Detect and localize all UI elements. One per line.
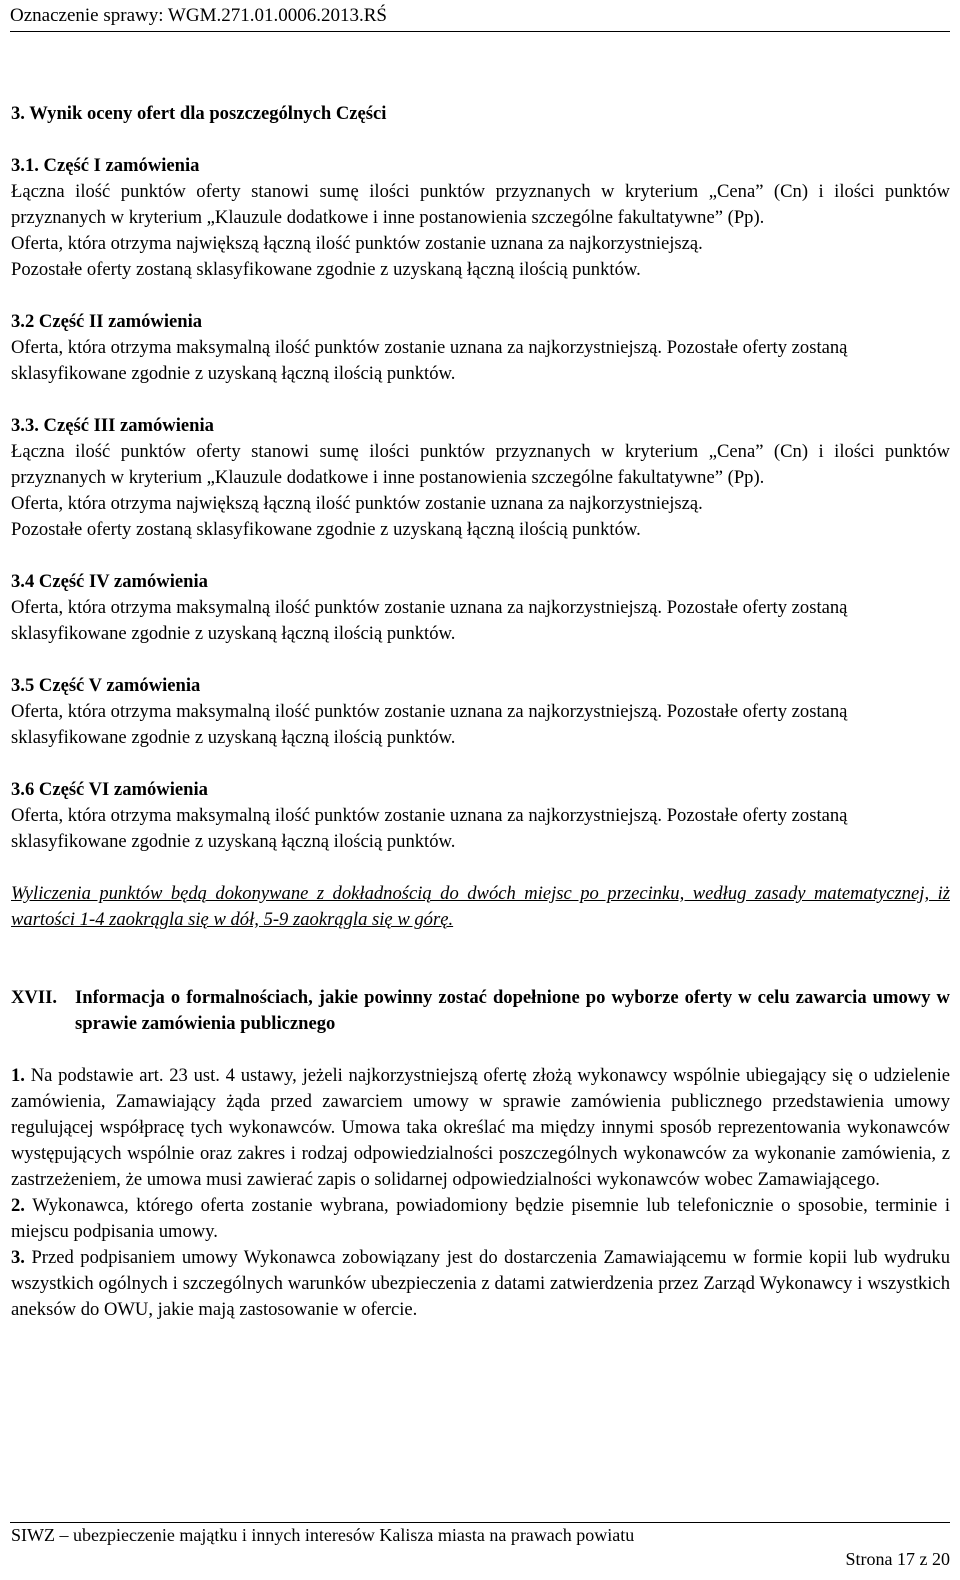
formality-item-1-number: 1. xyxy=(11,1065,25,1086)
part-6-paragraph: Oferta, która otrzyma maksymalną ilość punktów zostanie uznana za najkorzystniejszą. Pozostałe oferty zostaną sklasyfikowane zgodnie z uzyskaną łączną ilością punktów. xyxy=(11,805,848,852)
part-1-paragraph-3: Pozostałe oferty zostaną sklasyfikowane zgodnie z uzyskaną łączną ilością punktów. xyxy=(11,259,641,280)
formality-item-1 xyxy=(11,1063,950,1193)
part-3-paragraph-2: Oferta, która otrzyma największą łączną ilość punktów zostanie uznana za najkorzystniejszą. xyxy=(11,493,703,514)
formality-item-3 xyxy=(11,1245,950,1323)
section-title: 3. Wynik oceny ofert dla poszczególnych Części xyxy=(11,103,387,124)
section-xvii-title: Informacja o formalnościach, jakie powinny zostać dopełnione po wyborze oferty w celu zawarcia umowy w sprawie zamówienia publicznego xyxy=(75,987,950,1034)
part-1-paragraph-1: Łączna ilość punktów oferty stanowi sumę ilości punktów przyznanych w kryterium „Cena” (Cn) i ilości punktów przyznanych w kryterium „Klauzule dodatkowe i inne postanowienia szczególne fakultatywne” (Pp). xyxy=(11,181,950,228)
part-3-paragraph-1: Łączna ilość punktów oferty stanowi sumę ilości punktów przyznanych w kryterium „Cena” (Cn) i ilości punktów przyznanych w kryterium „Klauzule dodatkowe i inne postanowienia szczególne fakultatywne” (Pp). xyxy=(11,441,950,488)
page-number: Strona 17 z 20 xyxy=(845,1549,950,1569)
part-3-paragraph-3: Pozostałe oferty zostaną sklasyfikowane zgodnie z uzyskaną łączną ilością punktów. xyxy=(11,519,641,540)
part-5-heading: 3.5 Część V zamówienia xyxy=(11,675,201,696)
part-3-heading: 3.3. Część III zamówienia xyxy=(11,415,214,436)
formality-item-2 xyxy=(11,1193,950,1245)
part-2-paragraph: Oferta, która otrzyma maksymalną ilość punktów zostanie uznana za najkorzystniejszą. Pozostałe oferty zostaną sklasyfikowane zgodnie z uzyskaną łączną ilością punktów. xyxy=(11,337,848,384)
part-1-paragraph-2: Oferta, która otrzyma największą łączną ilość punktów zostanie uznana za najkorzystniejszą. xyxy=(11,233,703,254)
part-5-paragraph: Oferta, która otrzyma maksymalną ilość punktów zostanie uznana za najkorzystniejszą. Pozostałe oferty zostaną sklasyfikowane zgodnie z uzyskaną łączną ilością punktów. xyxy=(11,701,848,748)
header-divider xyxy=(10,31,950,32)
formality-item-2-number: 2. xyxy=(11,1195,25,1216)
footer-document-title: SIWZ – ubezpieczenie majątku i innych interesów Kalisza miasta na prawach powiatu xyxy=(11,1525,635,1545)
section-xvii-heading xyxy=(11,985,950,1037)
formality-item-1-text: Na podstawie art. 23 ust. 4 ustawy, jeżeli najkorzystniejszą ofertę złożą wykonawcy wspólnie ubiegający się o udzielenie zamówienia, Zamawiający żąda przed zawarciem umowy w sprawie zamówienia publicznego przedstawienia umowy regulującej współpracę tych wykonawców. Umowa taka określać ma między innymi sposób reprezentowania wykonawców występujących wspólnie oraz zakres i rodzaj odpowiedzialności poszczególnych wykonawców za wykonanie zamówienia, z zastrzeżeniem, że umowa musi zawierać zapis o solidarnej odpowiedzialności wykonawców wobec Zamawiającego. xyxy=(11,1065,950,1190)
case-reference: Oznaczenie sprawy: WGM.271.01.0006.2013.RŚ xyxy=(10,5,387,26)
formality-item-3-text: Przed podpisaniem umowy Wykonawca zobowiązany jest do dostarczenia Zamawiającemu w formie kopii lub wydruku wszystkich ogólnych i szczególnych warunków ubezpieczenia z datami zatwierdzenia przez Zarząd Wykonawcy i wszystkich aneksów do OWU, jakie mają zastosowanie w ofercie. xyxy=(11,1247,950,1320)
formality-item-2-text: Wykonawca, którego oferta zostanie wybrana, powiadomiony będzie pisemnie lub telefonicznie o sposobie, terminie i miejscu podpisania umowy. xyxy=(11,1195,950,1242)
part-4-paragraph: Oferta, która otrzyma maksymalną ilość punktów zostanie uznana za najkorzystniejszą. Pozostałe oferty zostaną sklasyfikowane zgodnie z uzyskaną łączną ilością punktów. xyxy=(11,597,848,644)
document-body xyxy=(11,101,950,1323)
part-1-heading: 3.1. Część I zamówienia xyxy=(11,155,200,176)
rounding-note: Wyliczenia punktów będą dokonywane z dokładnością do dwóch miejsc po przecinku, według zasady matematycznej, iż wartości 1-4 zaokrągla się w dół, 5-9 zaokrągla się w górę. xyxy=(11,883,950,930)
section-xvii-number: XVII. xyxy=(11,987,57,1008)
part-2-heading: 3.2 Część II zamówienia xyxy=(11,311,203,332)
part-4-heading: 3.4 Część IV zamówienia xyxy=(11,571,208,592)
part-6-heading: 3.6 Część VI zamówienia xyxy=(11,779,208,800)
formality-item-3-number: 3. xyxy=(11,1247,25,1268)
